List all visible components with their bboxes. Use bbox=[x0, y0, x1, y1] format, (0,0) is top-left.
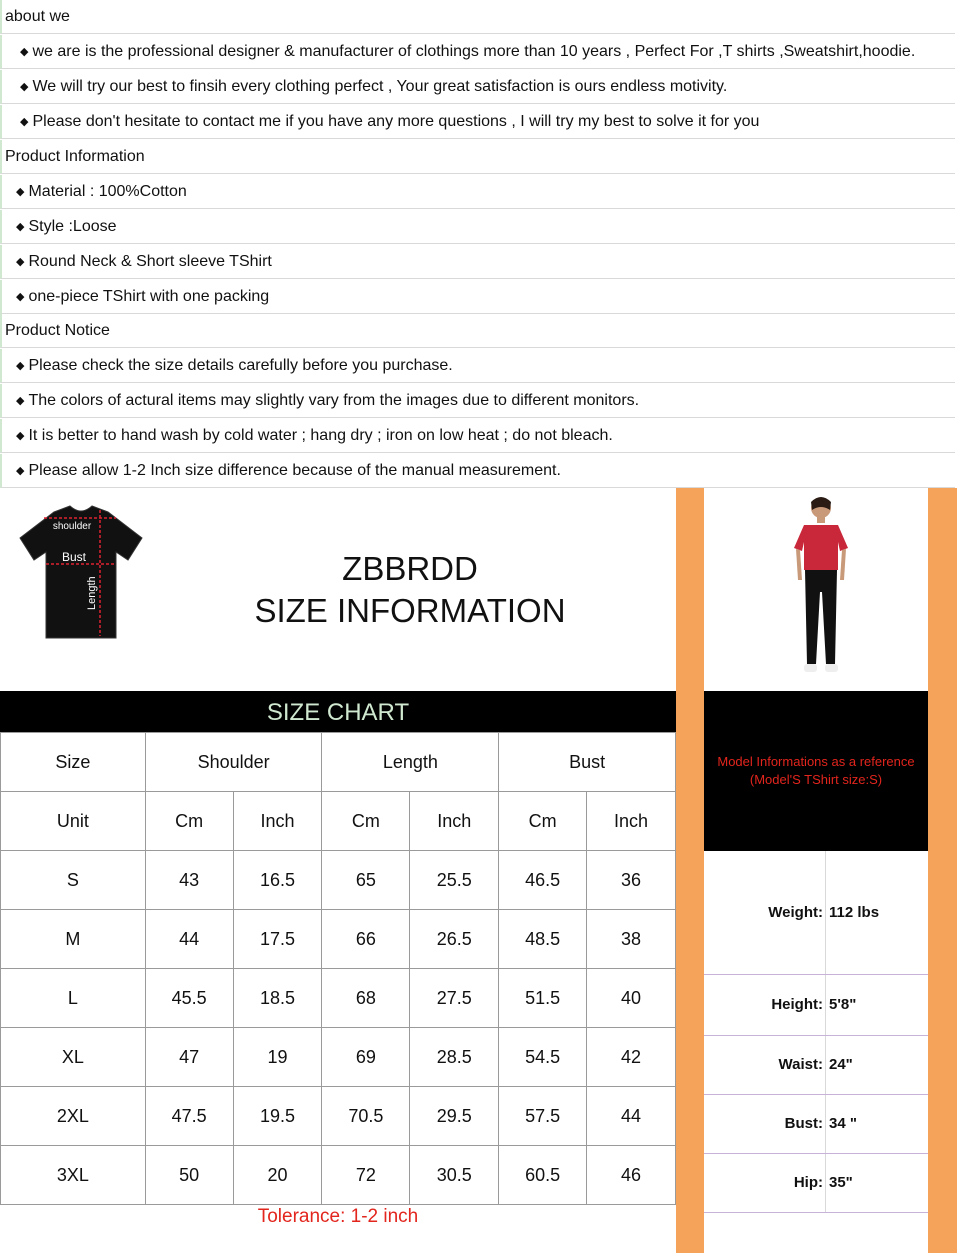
tshirt-measurement-diagram bbox=[14, 502, 148, 642]
size-label-cell: 3XL bbox=[1, 1146, 146, 1205]
size-label-cell: M bbox=[1, 910, 146, 969]
size-value-cell: 38 bbox=[587, 910, 676, 969]
product-notice-item: ◆ The colors of actural items may slightly vary from the images due to different monitors. bbox=[0, 384, 955, 418]
size-row bbox=[1, 1087, 676, 1146]
size-value-cell: 19.5 bbox=[233, 1087, 322, 1146]
diamond-bullet-icon: ◆ bbox=[16, 360, 25, 372]
model-stats-table bbox=[704, 851, 928, 1213]
about-item: ◆ Please don't hesitate to contact me if you have any more questions , I will try my best to solve it for you bbox=[0, 105, 955, 139]
header-shoulder: Shoulder bbox=[145, 733, 322, 792]
unit-cell: Cm bbox=[145, 792, 233, 851]
unit-cell: Inch bbox=[410, 792, 499, 851]
size-value-cell: 46 bbox=[587, 1146, 676, 1205]
product-notice-item: ◆ It is better to hand wash by cold water ; hang dry ; iron on low heat ; do not bleach. bbox=[0, 419, 955, 453]
brand-name: ZBBRDD bbox=[342, 550, 478, 587]
size-row bbox=[1, 851, 676, 910]
size-row bbox=[1, 1028, 676, 1087]
model-stat-row bbox=[704, 1094, 928, 1153]
brand-subtitle: SIZE INFORMATION bbox=[254, 592, 566, 629]
size-value-cell: 72 bbox=[322, 1146, 410, 1205]
model-info-line: Model Informations as a reference bbox=[717, 754, 915, 769]
model-stat-row bbox=[704, 974, 928, 1035]
unit-cell: Cm bbox=[499, 792, 587, 851]
model-tshirt bbox=[794, 525, 848, 570]
size-information-panel bbox=[0, 488, 957, 1253]
section-heading-product-notice: Product Notice bbox=[0, 314, 955, 348]
unit-cell: Inch bbox=[587, 792, 676, 851]
size-value-cell: 20 bbox=[233, 1146, 322, 1205]
size-value-cell: 40 bbox=[587, 969, 676, 1028]
stat-label: Height: bbox=[704, 974, 826, 1035]
size-value-cell: 19 bbox=[233, 1028, 322, 1087]
size-value-cell: 43 bbox=[145, 851, 233, 910]
size-value-cell: 66 bbox=[322, 910, 410, 969]
diamond-bullet-icon: ◆ bbox=[16, 186, 25, 198]
size-value-cell: 44 bbox=[145, 910, 233, 969]
orange-divider-right bbox=[928, 488, 957, 1253]
length-label: Length bbox=[86, 576, 98, 610]
size-value-cell: 47.5 bbox=[145, 1087, 233, 1146]
diamond-bullet-icon: ◆ bbox=[16, 395, 25, 407]
model-pants bbox=[805, 570, 837, 664]
size-value-cell: 47 bbox=[145, 1028, 233, 1087]
about-item: ◆ we are is the professional designer & manufacturer of clothings more than 10 years , Perfect For ,T shirts ,Sweatshirt,hoodie. bbox=[0, 35, 955, 69]
header-length: Length bbox=[322, 733, 499, 792]
diamond-bullet-icon: ◆ bbox=[16, 430, 25, 442]
stat-value: 112 lbs bbox=[826, 851, 929, 974]
product-notice-item: ◆ Please check the size details carefully before you purchase. bbox=[0, 349, 955, 383]
header-size: Size bbox=[1, 733, 146, 792]
diamond-bullet-icon: ◆ bbox=[16, 291, 25, 303]
diamond-bullet-icon: ◆ bbox=[20, 116, 29, 128]
stat-value: 35" bbox=[826, 1153, 929, 1212]
model-photo bbox=[704, 488, 928, 691]
diamond-bullet-icon: ◆ bbox=[20, 46, 29, 58]
size-label-cell: S bbox=[1, 851, 146, 910]
orange-divider-left bbox=[676, 488, 704, 1253]
size-value-cell: 46.5 bbox=[499, 851, 587, 910]
product-info-item: ◆ Round Neck & Short sleeve TShirt bbox=[0, 245, 955, 279]
size-chart-unit-row bbox=[1, 792, 676, 851]
size-value-cell: 50 bbox=[145, 1146, 233, 1205]
size-value-cell: 68 bbox=[322, 969, 410, 1028]
size-value-cell: 17.5 bbox=[233, 910, 322, 969]
stat-value: 34 " bbox=[826, 1094, 929, 1153]
unit-cell: Inch bbox=[233, 792, 322, 851]
stat-value: 24" bbox=[826, 1035, 929, 1094]
stat-value: 5'8" bbox=[826, 974, 929, 1035]
size-value-cell: 60.5 bbox=[499, 1146, 587, 1205]
size-label-cell: 2XL bbox=[1, 1087, 146, 1146]
size-value-cell: 48.5 bbox=[499, 910, 587, 969]
size-value-cell: 36 bbox=[587, 851, 676, 910]
size-label-cell: L bbox=[1, 969, 146, 1028]
size-value-cell: 70.5 bbox=[322, 1087, 410, 1146]
product-info-item: ◆ Style :Loose bbox=[0, 210, 955, 244]
size-row bbox=[1, 910, 676, 969]
diamond-bullet-icon: ◆ bbox=[16, 465, 25, 477]
bust-label: Bust bbox=[61, 550, 87, 564]
product-notice-item: ◆ Please allow 1-2 Inch size difference because of the manual measurement. bbox=[0, 454, 955, 488]
model-info-line: (Model'S TShirt size:S) bbox=[749, 772, 883, 787]
size-value-cell: 25.5 bbox=[410, 851, 499, 910]
size-value-cell: 51.5 bbox=[499, 969, 587, 1028]
size-row bbox=[1, 1146, 676, 1205]
size-value-cell: 57.5 bbox=[499, 1087, 587, 1146]
size-value-cell: 42 bbox=[587, 1028, 676, 1087]
brand-title-block bbox=[180, 548, 640, 632]
size-value-cell: 27.5 bbox=[410, 969, 499, 1028]
stat-label: Hip: bbox=[704, 1153, 826, 1212]
size-value-cell: 45.5 bbox=[145, 969, 233, 1028]
size-chart-body bbox=[1, 851, 676, 1205]
size-value-cell: 26.5 bbox=[410, 910, 499, 969]
size-value-cell: 44 bbox=[587, 1087, 676, 1146]
diamond-bullet-icon: ◆ bbox=[16, 221, 25, 233]
tolerance-note: Tolerance: 1-2 inch bbox=[257, 1206, 419, 1227]
size-chart-header-row bbox=[1, 733, 676, 792]
size-value-cell: 54.5 bbox=[499, 1028, 587, 1087]
size-value-cell: 18.5 bbox=[233, 969, 322, 1028]
diamond-bullet-icon: ◆ bbox=[16, 256, 25, 268]
model-stat-row bbox=[704, 1035, 928, 1094]
unit-label: Unit bbox=[1, 792, 146, 851]
about-item: ◆ We will try our best to finsih every clothing perfect , Your great satisfaction is ours endless motivity. bbox=[0, 70, 955, 104]
model-stat-row bbox=[704, 1153, 928, 1212]
stat-label: Weight: bbox=[704, 851, 826, 974]
size-row bbox=[1, 969, 676, 1028]
size-label-cell: XL bbox=[1, 1028, 146, 1087]
size-value-cell: 16.5 bbox=[233, 851, 322, 910]
stat-label: Bust: bbox=[704, 1094, 826, 1153]
product-info-item: ◆ Material : 100%Cotton bbox=[0, 175, 955, 209]
size-value-cell: 65 bbox=[322, 851, 410, 910]
size-value-cell: 30.5 bbox=[410, 1146, 499, 1205]
model-stat-row bbox=[704, 851, 928, 974]
diamond-bullet-icon: ◆ bbox=[20, 81, 29, 93]
section-heading-product-information: Product Information bbox=[0, 140, 955, 174]
model-info-box bbox=[704, 691, 928, 851]
size-value-cell: 28.5 bbox=[410, 1028, 499, 1087]
header-bust: Bust bbox=[499, 733, 676, 792]
size-chart-title: SIZE CHART bbox=[0, 691, 676, 732]
product-info-item: ◆ one-piece TShirt with one packing bbox=[0, 280, 955, 314]
stat-label: Waist: bbox=[704, 1035, 826, 1094]
section-heading-about: about we bbox=[0, 0, 955, 34]
size-chart-table bbox=[0, 732, 676, 1205]
size-value-cell: 69 bbox=[322, 1028, 410, 1087]
size-value-cell: 29.5 bbox=[410, 1087, 499, 1146]
shoulder-label: shoulder bbox=[52, 521, 92, 532]
unit-cell: Cm bbox=[322, 792, 410, 851]
